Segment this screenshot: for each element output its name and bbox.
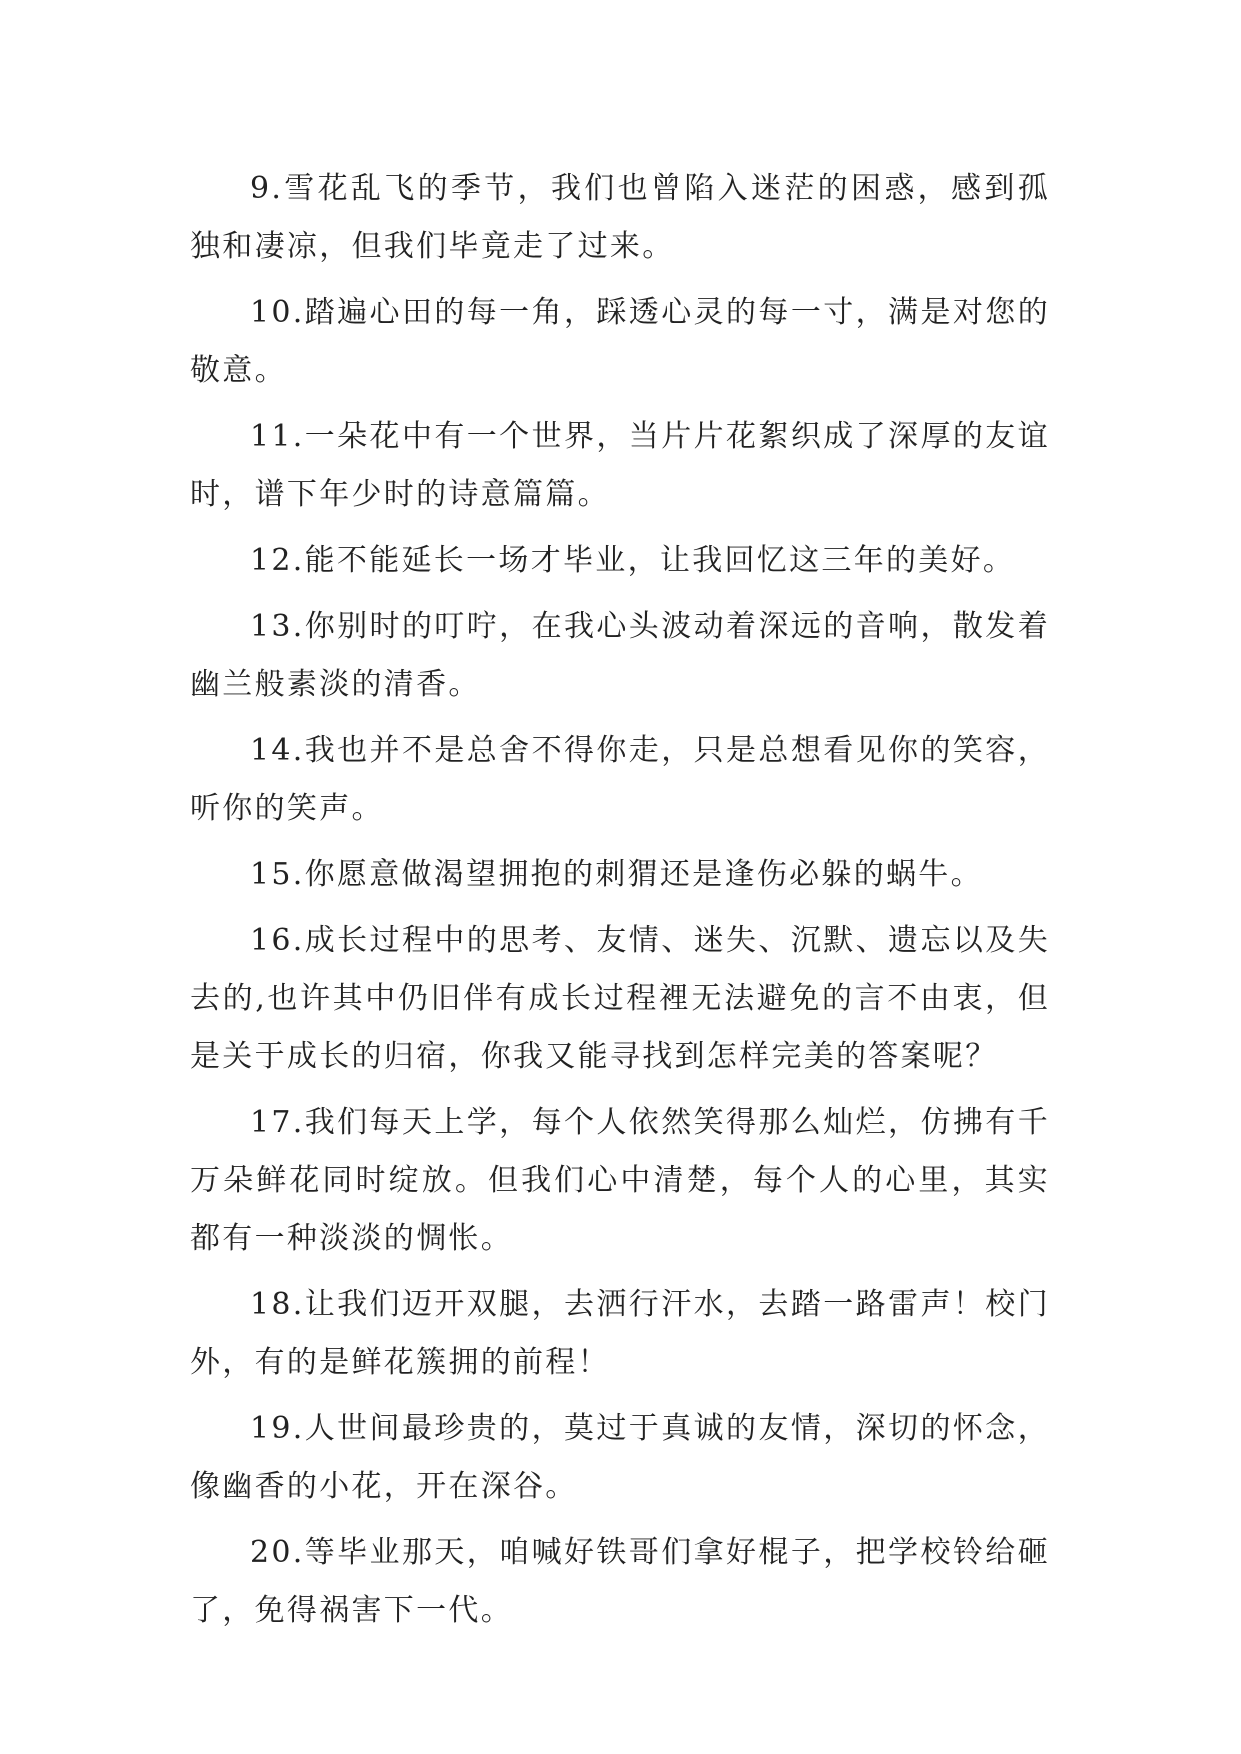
paragraph-18: 18.让我们迈开双腿，去洒行汗水，去踏一路雷声！校门外，有的是鲜花簇拥的前程！ [190,1287,1050,1380]
paragraph-12: 12.能不能延长一场才毕业，让我回忆这三年的美好。 [250,543,1016,578]
paragraph-10: 10.踏遍心田的每一角，踩透心灵的每一寸，满是对您的敬意。 [190,295,1050,388]
paragraph-13: 13.你别时的叮咛，在我心头波动着深远的音响，散发着幽兰般素淡的清香。 [190,609,1050,702]
paragraph-11: 11.一朵花中有一个世界，当片片花絮织成了深厚的友谊时，谱下年少时的诗意篇篇。 [190,419,1050,512]
paragraph-19: 19.人世间最珍贵的，莫过于真诚的友情，深切的怀念，像幽香的小花，开在深谷。 [190,1411,1050,1504]
document-body [190,160,1050,1648]
paragraph-15: 15.你愿意做渴望拥抱的刺猬还是逢伤必躲的蜗牛。 [250,857,983,892]
paragraph-17: 17.我们每天上学，每个人依然笑得那么灿烂，仿拂有千万朵鲜花同时绽放。但我们心中清楚，每个人的心里，其实都有一种淡淡的惆怅。 [190,1105,1050,1256]
paragraph-9: 9.雪花乱飞的季节，我们也曾陷入迷茫的困惑，感到孤独和凄凉，但我们毕竟走了过来。 [190,171,1050,264]
paragraph-16: 16.成长过程中的思考、友情、迷失、沉默、遗忘以及失去的,也许其中仍旧伴有成长过程裡无法避免的言不由衷，但是关于成长的归宿，你我又能寻找到怎样完美的答案呢？ [190,923,1050,1074]
paragraph-14: 14.我也并不是总舍不得你走，只是总想看见你的笑容，听你的笑声。 [190,733,1050,826]
paragraph-20: 20.等毕业那天，咱喊好铁哥们拿好棍子，把学校铃给砸了，免得祸害下一代。 [190,1535,1050,1628]
